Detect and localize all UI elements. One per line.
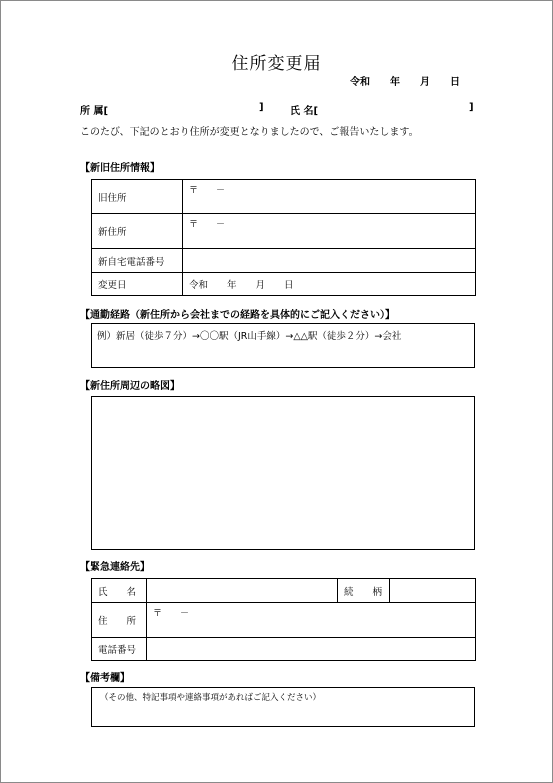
map-section-heading: 【新住所周辺の略図】 bbox=[80, 381, 180, 392]
new-phone-field[interactable] bbox=[183, 249, 476, 273]
commute-field[interactable] bbox=[91, 323, 475, 368]
emergency-section-heading: 【緊急連絡先】 bbox=[80, 562, 150, 573]
notes-placeholder: （その他、特記事項や連絡事項があればご記入ください） bbox=[100, 693, 322, 703]
table-row bbox=[92, 638, 476, 661]
old-address-field[interactable] bbox=[183, 180, 476, 214]
old-address-postal: 〒 － bbox=[189, 186, 226, 196]
intro-text: このたび、下記のとおり住所が変更となりましたので、ご報告いたします。 bbox=[80, 127, 419, 138]
emergency-relation-label: 続 柄 bbox=[338, 579, 390, 603]
new-address-field[interactable] bbox=[183, 214, 476, 249]
address-table bbox=[91, 179, 476, 296]
date-line: 令和 年 月 日 bbox=[350, 77, 460, 88]
new-phone-label: 新自宅電話番号 bbox=[92, 249, 183, 273]
name-label: 氏 名[ bbox=[290, 106, 319, 117]
new-address-postal: 〒 － bbox=[189, 220, 226, 230]
table-row bbox=[92, 273, 476, 296]
affiliation-label: 所 属[ bbox=[80, 106, 109, 117]
map-drawing-area[interactable] bbox=[91, 396, 475, 550]
emergency-phone-label: 電話番号 bbox=[92, 638, 147, 661]
emergency-name-label: 氏 名 bbox=[92, 579, 147, 603]
notes-section-heading: 【備考欄】 bbox=[80, 673, 130, 684]
emergency-relation-field[interactable] bbox=[390, 579, 476, 603]
affiliation-close: ] bbox=[259, 102, 264, 113]
commute-section-heading: 【通勤経路（新住所から会社までの経路を具体的にご記入ください）】 bbox=[80, 310, 395, 321]
table-row bbox=[92, 214, 476, 249]
emergency-address-postal: 〒 － bbox=[153, 609, 190, 619]
page-title: 住所変更届 bbox=[231, 54, 322, 74]
change-date-label: 変更日 bbox=[92, 273, 183, 296]
emergency-phone-field[interactable] bbox=[147, 638, 476, 661]
table-row bbox=[92, 249, 476, 273]
address-section-heading: 【新旧住所情報】 bbox=[80, 163, 160, 174]
emergency-table bbox=[91, 578, 476, 661]
change-date-field[interactable]: 令和 年 月 日 bbox=[183, 273, 476, 296]
emergency-address-label: 住 所 bbox=[92, 603, 147, 638]
emergency-address-field[interactable] bbox=[147, 603, 476, 638]
notes-field[interactable] bbox=[91, 687, 475, 727]
emergency-name-field[interactable] bbox=[147, 579, 338, 603]
commute-example: 例）新居（徒歩７分）→〇〇駅（JR山手線）→△△駅（徒歩２分）→会社 bbox=[97, 331, 402, 342]
name-close: ] bbox=[469, 102, 474, 113]
old-address-label: 旧住所 bbox=[92, 180, 183, 214]
new-address-label: 新住所 bbox=[92, 214, 183, 249]
table-row bbox=[92, 579, 476, 603]
table-row bbox=[92, 180, 476, 214]
table-row bbox=[92, 603, 476, 638]
